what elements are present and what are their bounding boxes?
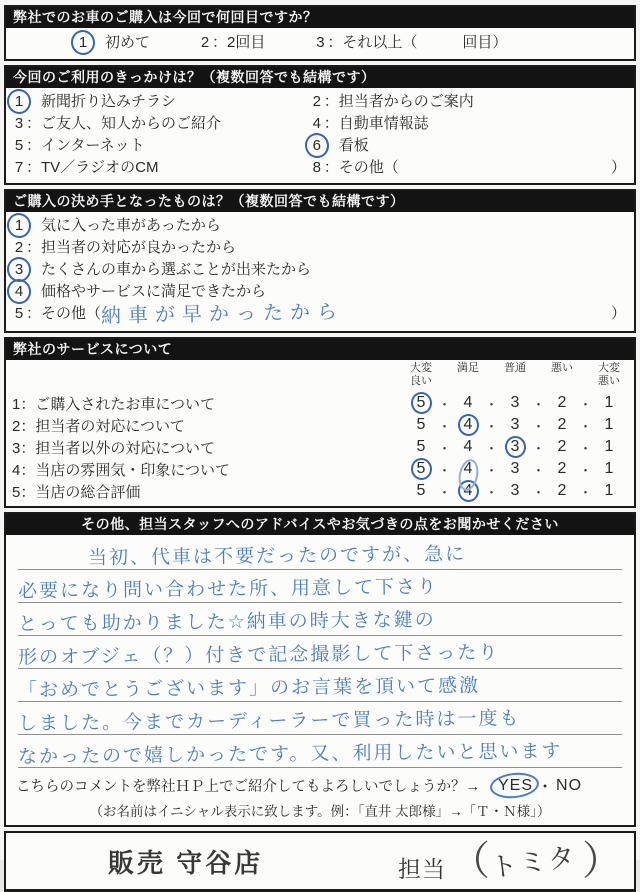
rating-4-value-3[interactable]: 3 [510, 460, 520, 477]
q3-option-1-number: 1 [12, 215, 26, 237]
q3-option-5[interactable] [12, 299, 626, 329]
rating-row-5-label: 5：当店の総合評価 [12, 483, 141, 501]
rating-5-value-4[interactable]: 4 [463, 482, 473, 499]
q3-option-3-number: 3 [12, 259, 26, 281]
q2-option-6-number: 6 [310, 135, 324, 157]
rating-5-value-2[interactable]: 2 [557, 482, 567, 499]
q3-option-5-number: 5 [14, 305, 24, 322]
q2-option-8-label: ：その他（ [323, 159, 399, 176]
rating-row-2 [12, 414, 626, 436]
q1-header: 弊社でのお車のご購入は今回で何回目ですか？ [6, 7, 634, 28]
rating-row-1 [12, 392, 626, 414]
q3-option-1-label: ：気に入った車があったから [26, 217, 221, 234]
scale-header-verygood: 大変 良い [410, 362, 432, 387]
q1-option-3[interactable] [313, 32, 507, 54]
q1-option-2[interactable] [198, 32, 265, 54]
yes-no-choice [496, 774, 582, 797]
dot-separator: ・ [485, 440, 499, 456]
q3-options-list [6, 212, 634, 331]
open-paren: （ [450, 839, 490, 883]
rating-2-value-2[interactable]: 2 [557, 416, 567, 433]
yes-no-separator: ・ [537, 779, 555, 796]
rating-2-value-1[interactable]: 1 [604, 416, 614, 433]
q3-option-2-number: 2 [14, 239, 24, 256]
dot-separator: ・ [579, 396, 593, 412]
q2-option-8[interactable] [310, 157, 626, 179]
q3-section [4, 189, 636, 333]
dot-separator: ・ [532, 462, 546, 478]
q1-options-row [6, 28, 634, 59]
q2-option-6-label: ：看板 [323, 137, 369, 154]
staff-signature: トミタ [488, 840, 579, 884]
scale-header-bad: 悪い [551, 362, 573, 374]
dot-separator: ・ [485, 484, 499, 500]
q3-option-5-close-paren: ） [610, 305, 626, 322]
q3-option-2-label: ：担当者の対応が良かったから [26, 239, 237, 256]
q2-option-4[interactable] [310, 113, 626, 135]
q2-option-5[interactable] [12, 135, 310, 157]
q3-header: ご購入の決め手となったものは？（複数回答でも結構です） [6, 191, 634, 212]
rating-5-value-3[interactable]: 3 [510, 482, 520, 499]
rating-3-value-3[interactable]: 3 [510, 438, 520, 455]
q4-section [4, 337, 636, 508]
rating-1-value-4[interactable]: 4 [463, 394, 473, 411]
q2-option-2[interactable] [310, 91, 626, 113]
q2-option-3-number: 3 [14, 115, 24, 132]
q2-option-7-label: ：TV／ラジオのCM [26, 159, 159, 176]
dot-separator: ・ [532, 418, 546, 434]
rating-1-value-3[interactable]: 3 [510, 394, 520, 411]
q2-option-7[interactable] [12, 157, 310, 179]
rating-2-value-4[interactable]: 4 [463, 416, 473, 433]
comment-line-3: とっても助かりました☆納車の時大きな鍵の [18, 603, 622, 636]
dot-separator: ・ [532, 484, 546, 500]
rating-4-value-1[interactable]: 1 [604, 460, 614, 477]
rating-scale-header [12, 362, 626, 392]
rating-4-value-4[interactable]: 4 [463, 460, 473, 477]
no-option[interactable]: NO [556, 776, 583, 794]
q4-header: 弊社のサービスについて [6, 339, 634, 360]
q4-rating-table [6, 360, 634, 506]
rating-2-value-3[interactable]: 3 [510, 416, 520, 433]
staff-label: 担当 [398, 855, 446, 882]
q3-option-3[interactable] [12, 259, 626, 281]
yes-option[interactable]: YES [498, 776, 534, 794]
comment-line-4: 形のオブジェ（？）付きで記念撮影して下さったり [18, 636, 622, 669]
rating-row-3-label: 3：担当者以外の対応について [12, 439, 216, 457]
rating-3-value-1[interactable]: 1 [604, 438, 614, 455]
q2-option-3-label: ：ご友人、知人からのご紹介 [26, 115, 222, 132]
rating-5-value-5[interactable]: 5 [416, 482, 426, 499]
dot-separator: ・ [579, 440, 593, 456]
q2-options-grid [6, 88, 634, 183]
dot-separator: ・ [532, 396, 546, 412]
scale-header-satisfied: 満足 [457, 362, 479, 374]
q1-option-3-number: 3 [316, 34, 325, 51]
q2-option-3[interactable] [12, 113, 310, 135]
rating-row-5 [12, 480, 626, 502]
q5-section [4, 512, 636, 827]
q2-option-5-label: ：インターネット [26, 137, 145, 154]
close-paren: ） [582, 839, 622, 883]
q5-header: その他、担当スタッフへのアドバイスやお気づきの点をお聞かせください [6, 514, 634, 535]
rating-row-2-label: 2：担当者の対応について [12, 417, 186, 435]
dot-separator: ・ [532, 440, 546, 456]
q2-option-2-number: 2 [312, 93, 321, 110]
scale-header-verybad: 大変 悪い [598, 362, 620, 387]
initials-note: （お名前はイニシャル表示に致します。例：「直井 太郎様」→「Ｔ・Ｎ様」） [89, 804, 551, 819]
rating-1-value-5[interactable]: 5 [416, 394, 426, 411]
q3-option-5-label: ：その他（ [26, 305, 102, 322]
q2-option-2-label: ：担当者からのご案内 [323, 93, 474, 110]
footer-section [4, 831, 636, 892]
rating-row-4 [12, 458, 626, 480]
rating-3-value-4[interactable]: 4 [463, 438, 473, 455]
rating-1-value-2[interactable]: 2 [557, 394, 567, 411]
dot-separator: ・ [438, 462, 452, 478]
dot-separator: ・ [579, 418, 593, 434]
q2-option-4-number: 4 [312, 115, 321, 132]
q1-option-2-number: 2 [200, 34, 210, 51]
q2-option-1[interactable] [12, 91, 310, 113]
rating-3-value-2[interactable]: 2 [557, 438, 567, 455]
q3-other-handwritten-answer: 納車が早かったから [100, 299, 345, 328]
comment-line-6: しました。今までカーディーラーで買った時は一度も [18, 702, 622, 735]
rating-3-value-5[interactable]: 5 [416, 438, 426, 455]
q2-option-8-close-paren: ） [610, 159, 626, 176]
rating-1-value-1[interactable]: 1 [604, 394, 614, 411]
dot-separator: ・ [438, 484, 452, 500]
staff-field [398, 839, 622, 884]
rating-row-4-label: 4：当店の雰囲気・印象について [12, 461, 231, 479]
q3-option-2[interactable] [12, 237, 626, 259]
q1-option-3-label: ：それ以上（ 回目） [327, 34, 508, 51]
hp-permission-line [6, 768, 634, 798]
comment-line-1: 当初、代車は不要だったのですが、急に [18, 537, 622, 570]
comment-line-2: 必要になり問い合わせた所、用意して下さり [18, 570, 622, 603]
rating-2-value-5[interactable]: 5 [416, 416, 426, 433]
dot-separator: ・ [485, 418, 499, 434]
q1-option-1-number: 1 [76, 32, 90, 54]
q2-header: 今回のご利用のきっかけは？（複数回答でも結構です） [6, 67, 634, 88]
dot-separator: ・ [579, 462, 593, 478]
rating-4-value-5[interactable]: 5 [416, 460, 426, 477]
comment-line-7: なかったので嬉しかったです。又、利用したいと思います [18, 735, 622, 768]
q2-option-1-number: 1 [12, 91, 26, 113]
hp-permission-question: こちらのコメントを弊社ＨＰ上でご紹介してもよろしいでしょうか？→ [16, 779, 480, 795]
comment-line-5: 「おめでとうございます」のお言葉を頂いて感激 [18, 669, 622, 702]
q2-option-5-number: 5 [14, 137, 24, 154]
q3-option-4-number: 4 [12, 281, 26, 303]
q1-option-1-label: ：初めて [90, 34, 151, 51]
dot-separator: ・ [485, 462, 499, 478]
q2-section [4, 65, 636, 185]
scale-header-normal: 普通 [504, 362, 526, 374]
dot-separator: ・ [438, 440, 452, 456]
rating-row-1-label: 1：ご購入されたお車について [12, 395, 216, 413]
rating-5-value-1[interactable]: 1 [604, 482, 614, 499]
q2-option-1-label: ：新聞折り込みチラシ [26, 93, 177, 110]
q1-option-1[interactable] [76, 32, 150, 54]
q3-option-1[interactable] [12, 215, 626, 237]
q2-option-4-label: ：自動車情報誌 [323, 115, 429, 132]
rating-row-3 [12, 436, 626, 458]
q1-option-2-label: ：2回目 [212, 34, 266, 51]
dot-separator: ・ [579, 484, 593, 500]
store-name: 販売 守谷店 [108, 847, 264, 878]
q2-option-8-number: 8 [312, 159, 321, 176]
rating-4-value-2[interactable]: 2 [557, 460, 567, 477]
q1-section [4, 5, 636, 61]
q3-option-4-label: ：価格やサービスに満足できたから [26, 283, 267, 300]
dot-separator: ・ [438, 396, 452, 412]
comment-area [6, 535, 634, 768]
q2-option-7-number: 7 [14, 159, 24, 176]
dot-separator: ・ [485, 396, 499, 412]
q3-option-3-label: ：たくさんの車から選ぶことが出来たから [26, 261, 312, 278]
dot-separator: ・ [438, 418, 452, 434]
q2-option-6[interactable] [310, 135, 626, 157]
